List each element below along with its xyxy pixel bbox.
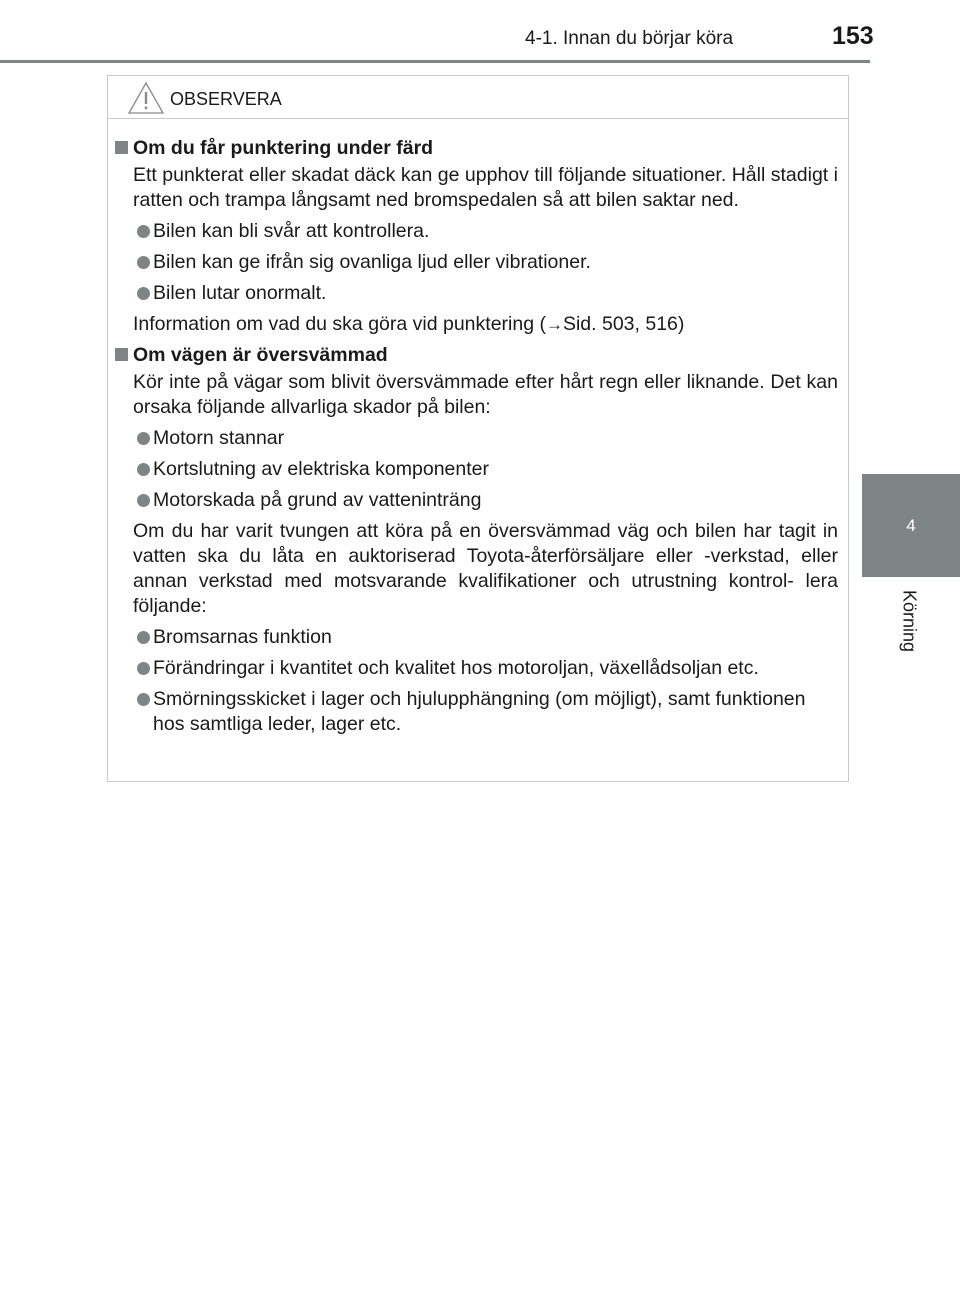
paragraph: Kör inte på vägar som blivit översvämmade efter hårt regn eller liknande. Det kan orsaka följande allvarliga skador på bilen:: [133, 371, 838, 418]
section-heading: Om vägen är översvämmad: [108, 343, 848, 368]
round-bullet-icon: [137, 225, 150, 238]
list-item: Motorskada på grund av vatteninträng: [108, 488, 840, 513]
list-item: Bilen kan bli svår att kontrollera.: [108, 219, 840, 244]
round-bullet-icon: [137, 494, 150, 507]
paragraph: Ett punkterat eller skadat däck kan ge upphov till följande situationer. Håll stadigt i ratten och trampa långsamt ned bromspedalen så att bilen saktar ned.: [133, 164, 838, 211]
round-bullet-icon: [137, 432, 150, 445]
notice-title: OBSERVERA: [170, 89, 282, 109]
list-item: Motorn stannar: [108, 426, 840, 451]
chapter-number: 4: [906, 515, 916, 535]
arrow-right-icon: →: [545, 315, 563, 334]
notice-content: [108, 136, 848, 743]
round-bullet-icon: [137, 662, 150, 675]
page-number: 153: [832, 22, 874, 50]
square-bullet-icon: [115, 141, 128, 154]
chapter-label: Körning: [899, 590, 920, 653]
list-item: Kortslutning av elektriska komponenter: [108, 457, 840, 482]
chapter-tab: [862, 474, 960, 577]
round-bullet-icon: [137, 463, 150, 476]
page-reference: Information om vad du ska göra vid punktering (→Sid. 503, 516): [133, 313, 685, 335]
round-bullet-icon: [137, 693, 150, 706]
paragraph: Om du har varit tvungen att köra på en översvämmad väg och bilen har tagit in vatten ska du låta en auktoriserad Toyota-återförsäljare eller -verkstad, eller annan verkstad med motsvarande kvalifikationer och utrustning kontrol- lera följande:: [133, 520, 838, 617]
list-item: Bromsarnas funktion: [108, 625, 840, 650]
square-bullet-icon: [115, 348, 128, 361]
round-bullet-icon: [137, 631, 150, 644]
notice-header: [108, 76, 848, 119]
list-item: Förändringar i kvantitet och kvalitet hos motoroljan, växellådsoljan etc.: [108, 656, 840, 681]
list-item: Bilen kan ge ifrån sig ovanliga ljud eller vibrationer.: [108, 250, 840, 275]
warning-triangle-icon: [127, 81, 165, 115]
round-bullet-icon: [137, 256, 150, 269]
notice-box: [107, 75, 849, 782]
section-title: 4-1. Innan du börjar köra: [525, 28, 734, 49]
list-item: Bilen lutar onormalt.: [108, 281, 840, 306]
section-heading: Om du får punktering under färd: [108, 136, 848, 161]
list-item: Smörningsskicket i lager och hjulupphängning (om möjligt), samt funktionen hos samtliga leder, lager etc.: [108, 687, 840, 737]
header-divider: [0, 60, 870, 63]
round-bullet-icon: [137, 287, 150, 300]
